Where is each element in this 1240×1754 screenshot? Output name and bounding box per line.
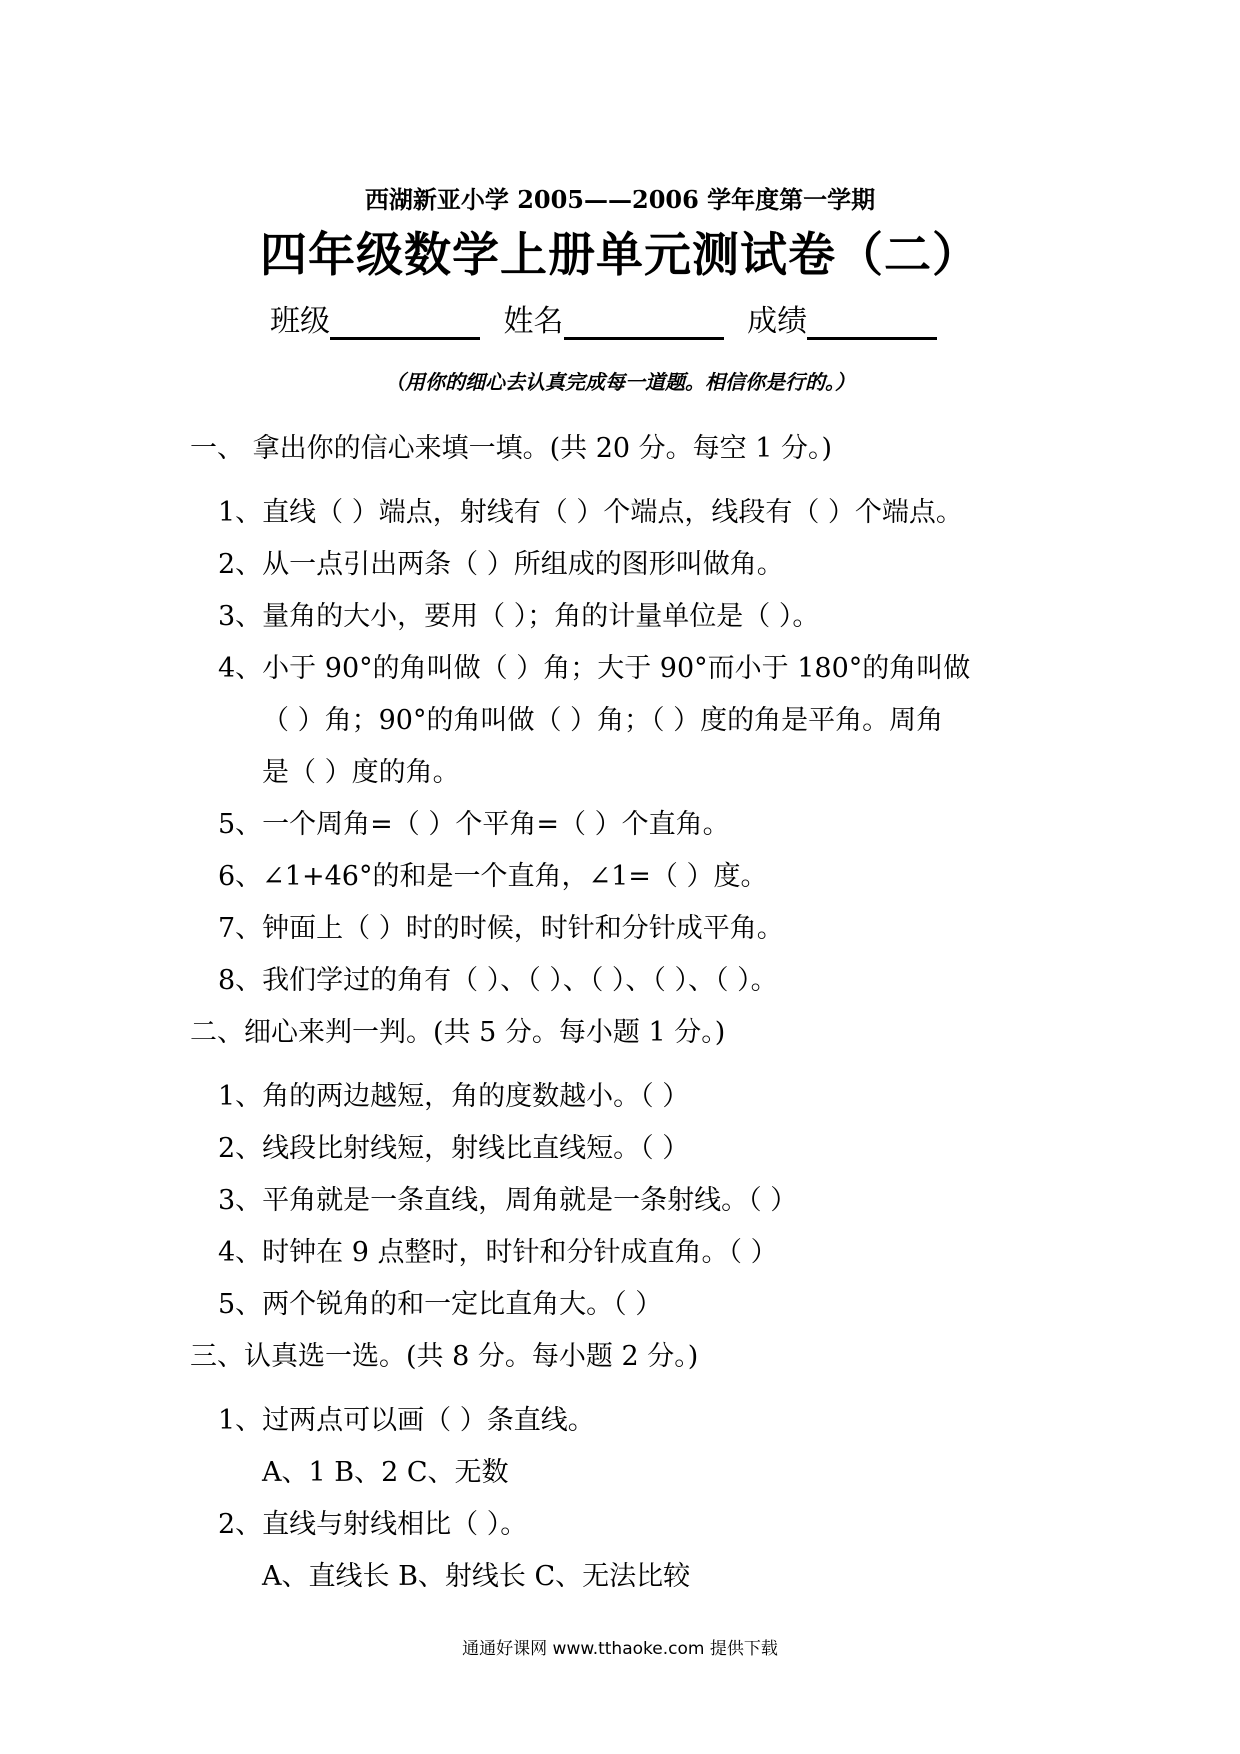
name-label: 姓名 [503, 304, 564, 339]
judge-question-1: 1、角的两边越短，角的度数越小。（ ） [218, 1081, 690, 1112]
choice-question-1: 1、过两点可以画（ ）条直线。 [218, 1405, 595, 1436]
section-1-heading: 一、 拿出你的信心来填一填。(共 20 分。每空 1 分。) [190, 433, 833, 464]
judge-question-2: 2、线段比射线短，射线比直线短。（ ） [218, 1133, 690, 1164]
school-term-line: 西湖新亚小学 2005——2006 学年度第一学期 [364, 185, 876, 214]
download-footer: 通通好课网 www.tthaoke.com 提供下载 [462, 1639, 778, 1659]
encouragement-hint: （用你的细心去认真完成每一道题。相信你是行的。） [385, 370, 855, 394]
score-blank[interactable] [807, 307, 937, 340]
fill-question-4-cont: （ ）角；90°的角叫做（ ）角；（ ）度的角是平角。周角 [262, 705, 944, 736]
fill-question-2: 2、从一点引出两条（ ）所组成的图形叫做角。 [218, 549, 784, 580]
section-3-heading: 三、认真选一选。(共 8 分。每小题 2 分。) [190, 1341, 699, 1372]
fill-question-6: 6、∠1+46°的和是一个直角，∠1=（ ）度。 [218, 861, 768, 892]
judge-question-5: 5、两个锐角的和一定比直角大。（ ） [218, 1289, 663, 1320]
judge-question-4: 4、时钟在 9 点整时，时针和分针成直角。（ ） [218, 1237, 778, 1268]
choice-question-2: 2、直线与射线相比（ ）。 [218, 1509, 528, 1540]
fill-question-3: 3、量角的大小，要用（ ）；角的计量单位是（ ）。 [218, 601, 820, 632]
exam-title: 四年级数学上册单元测试卷（二） [260, 228, 980, 283]
fill-question-7: 7、钟面上（ ）时的时候，时针和分针成平角。 [218, 913, 784, 944]
fill-question-4: 4、小于 90°的角叫做（ ）角；大于 90°而小于 180°的角叫做 [218, 653, 971, 684]
section-2-heading: 二、细心来判一判。(共 5 分。每小题 1 分。) [190, 1017, 726, 1048]
fill-question-1: 1、直线（ ）端点，射线有（ ）个端点，线段有（ ）个端点。 [218, 497, 963, 528]
judge-question-3: 3、平角就是一条直线，周角就是一条射线。（ ） [218, 1185, 798, 1216]
class-label: 班级 [270, 304, 330, 339]
choice-question-1-options: A、1 B、2 C、无数 [262, 1457, 509, 1488]
score-label: 成绩 [747, 304, 808, 339]
class-blank[interactable] [330, 307, 480, 340]
student-info-row [270, 296, 951, 340]
fill-question-4-end: 是（ ）度的角。 [262, 757, 460, 788]
fill-question-8: 8、我们学过的角有（ ）、（ ）、（ ）、（ ）、（ ）。 [218, 965, 778, 996]
choice-question-2-options: A、直线长 B、射线长 C、无法比较 [262, 1561, 691, 1592]
fill-question-5: 5、一个周角=（ ）个平角=（ ）个直角。 [218, 809, 730, 840]
name-blank[interactable] [564, 307, 724, 340]
